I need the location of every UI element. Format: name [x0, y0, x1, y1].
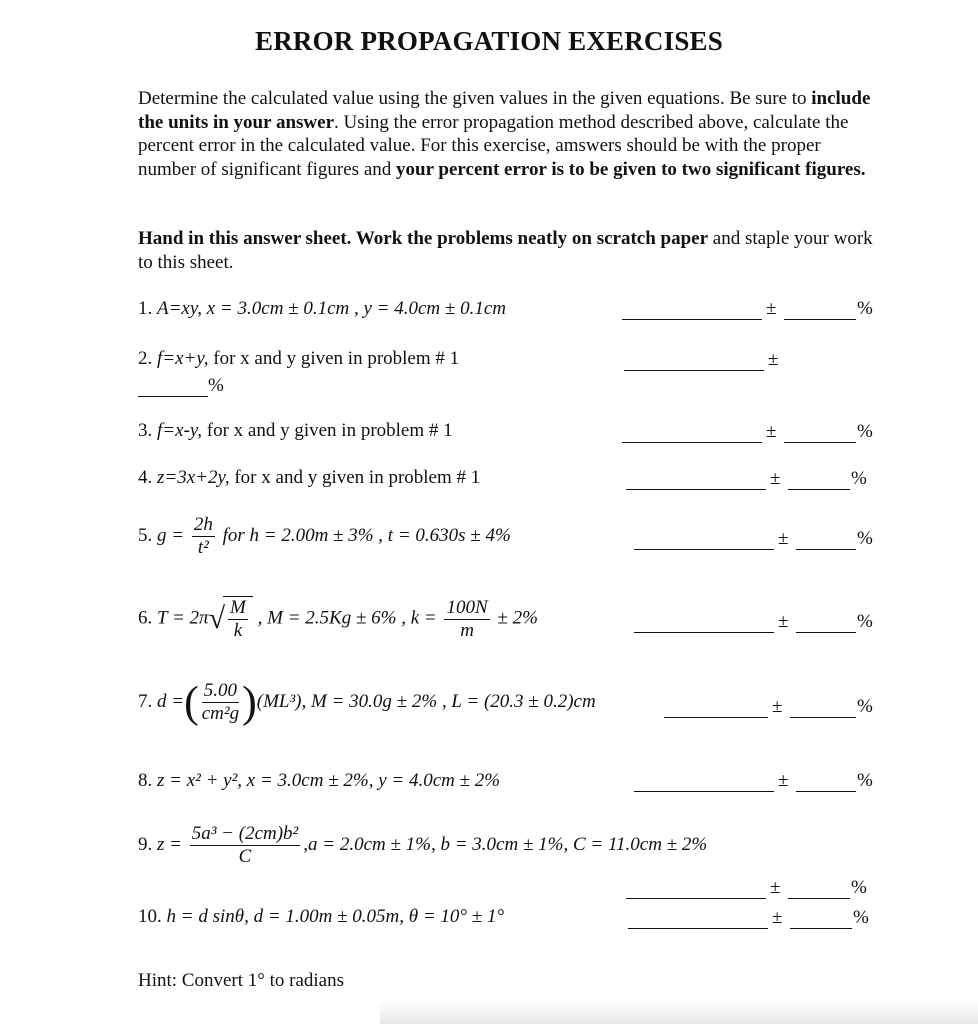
- problem-3: [138, 420, 453, 442]
- intro-text-2: . Using the error propagation method described above, calculate the percent error in the calculated value. For this exercise, amswers should be with the proper number of significant figures and: [138, 111, 849, 180]
- answer-value-blank-2[interactable]: [624, 369, 764, 371]
- problem-number: 8.: [138, 770, 153, 791]
- hand-in-bold: Hand in this answer sheet. Work the problems neatly on scratch paper: [138, 228, 709, 249]
- problem-10: [138, 906, 504, 928]
- problem-given: for x and y given in problem # 1: [206, 420, 453, 441]
- problem-number: 1.: [138, 298, 153, 319]
- answer-value-blank-3[interactable]: [622, 441, 762, 443]
- fraction-numerator: 5.00: [202, 680, 239, 703]
- fraction-denominator: C: [238, 846, 252, 867]
- problem-expression: z = x² + y², x = 3.0cm ± 2%, y = 4.0cm ± 2%: [157, 770, 501, 791]
- plus-minus-symbol: ±: [766, 421, 777, 442]
- percent-symbol: %: [853, 907, 869, 928]
- sqrt-radicand: [223, 596, 253, 642]
- percent-symbol: %: [851, 877, 867, 898]
- plus-minus-symbol: ±: [778, 611, 789, 632]
- sqrt-icon: √: [208, 602, 226, 635]
- problem-given: , M = 2.5Kg ± 6% , k =: [257, 607, 437, 629]
- problem-number: 4.: [138, 467, 153, 488]
- problem-2: [138, 348, 459, 370]
- plus-minus-symbol: ±: [770, 877, 781, 898]
- answer-value-blank-7[interactable]: [664, 716, 768, 718]
- answer-value-blank-1[interactable]: [622, 318, 762, 320]
- intro-bold-2: your percent error is to be given to two significant figures.: [396, 158, 866, 180]
- problem-given: ,a = 2.0cm ± 1%, b = 3.0cm ± 1%, C = 11.0cm ± 2%: [303, 833, 708, 855]
- problem-given: for x and y given in problem # 1: [213, 348, 460, 369]
- fraction: [190, 823, 301, 868]
- answer-value-blank-10[interactable]: [628, 927, 768, 929]
- problem-number: 10.: [138, 906, 162, 927]
- fraction-denominator: cm²g: [201, 703, 240, 724]
- problem-equation: f=x+y,: [157, 348, 209, 369]
- hint-text: Hint: Convert 1° to radians: [138, 970, 345, 991]
- problem-number: 6.: [138, 607, 153, 629]
- problem-lhs: z =: [157, 833, 182, 855]
- answer-error-blank-2[interactable]: [138, 395, 208, 397]
- answer-error-blank-6[interactable]: [796, 631, 856, 633]
- fraction-denominator: k: [233, 620, 243, 641]
- problem-lhs: d =: [157, 690, 185, 712]
- intro-text-1: Determine the calculated value using the given values in the given equations. Be sure to: [138, 88, 812, 109]
- fraction-numerator: 5a³ − (2cm)b²: [191, 823, 299, 844]
- percent-symbol: %: [857, 421, 873, 442]
- left-paren: (: [184, 677, 199, 727]
- plus-minus-symbol: ±: [772, 696, 783, 717]
- plus-minus-symbol: ±: [770, 468, 781, 489]
- problem-given: for x and y given in problem # 1: [234, 467, 481, 488]
- fraction-numerator: 100N: [446, 596, 488, 618]
- problem-factor: (ML³),: [256, 690, 307, 712]
- problem-lhs: g =: [157, 524, 185, 546]
- answer-error-blank-4[interactable]: [788, 488, 850, 490]
- percent-symbol: %: [208, 375, 224, 396]
- problem-given: for h = 2.00m ± 3% , t = 0.630s ± 4%: [222, 524, 511, 546]
- problem-expression: h = d sinθ, d = 1.00m ± 0.05m, θ = 10° ± 1°: [166, 906, 505, 927]
- right-paren: ): [242, 677, 257, 727]
- fraction-denominator: m: [460, 619, 474, 641]
- answer-value-blank-5[interactable]: [634, 548, 774, 550]
- percent-symbol: %: [851, 468, 867, 489]
- problem-number: 3.: [138, 420, 153, 441]
- problem-number: 9.: [138, 833, 153, 855]
- plus-minus-symbol: ±: [778, 528, 789, 549]
- answer-error-blank-1[interactable]: [784, 318, 856, 320]
- answer-value-blank-8[interactable]: [634, 790, 774, 792]
- answer-error-blank-9[interactable]: [788, 897, 850, 899]
- answer-value-blank-6[interactable]: [634, 631, 774, 633]
- answer-value-blank-9[interactable]: [626, 897, 766, 899]
- plus-minus-symbol: ±: [772, 907, 783, 928]
- page-title: ERROR PROPAGATION EXERCISES: [255, 26, 723, 56]
- bottom-shadow: [380, 1000, 978, 1024]
- answer-error-blank-7[interactable]: [790, 716, 856, 718]
- percent-symbol: %: [857, 298, 873, 319]
- answer-error-blank-5[interactable]: [796, 548, 856, 550]
- plus-minus-symbol: ±: [768, 349, 779, 370]
- fraction-numerator: 2h: [193, 514, 213, 535]
- problem-9: [138, 823, 707, 868]
- problem-given: x = 3.0cm ± 0.1cm , y = 4.0cm ± 0.1cm: [206, 298, 506, 319]
- percent-symbol: %: [857, 696, 873, 717]
- answer-error-blank-10[interactable]: [790, 927, 852, 929]
- problem-4: [138, 467, 480, 489]
- plus-minus-symbol: ±: [778, 770, 789, 791]
- problem-lhs: T = 2π: [157, 607, 209, 629]
- fraction: [192, 514, 215, 559]
- problem-equation: z=3x+2y,: [157, 467, 230, 488]
- problem-equation: f=x-y,: [157, 420, 202, 441]
- fraction-denominator: t²: [197, 537, 209, 558]
- percent-symbol: %: [857, 528, 873, 549]
- problem-5: [138, 514, 511, 559]
- percent-symbol: %: [857, 611, 873, 632]
- problem-number: 2.: [138, 348, 153, 369]
- hand-in-text: and staple your work to this sheet.: [138, 228, 873, 273]
- fraction: [202, 680, 239, 725]
- problem-error: ± 2%: [497, 607, 538, 629]
- problem-1: [138, 298, 506, 320]
- problem-given: M = 30.0g ± 2% , L = (20.3 ± 0.2)cm: [311, 690, 596, 712]
- fraction: [228, 597, 248, 642]
- percent-symbol: %: [857, 770, 873, 791]
- problem-equation: A=xy,: [157, 298, 202, 319]
- problem-number: 7.: [138, 690, 153, 712]
- answer-value-blank-4[interactable]: [626, 488, 766, 490]
- problem-6: [138, 596, 538, 642]
- problem-7: [138, 677, 596, 727]
- answer-error-blank-8[interactable]: [796, 790, 856, 792]
- intro-bold-1: include the units in your answer: [138, 88, 871, 133]
- answer-error-blank-3[interactable]: [784, 441, 856, 443]
- instructions-paragraph: [138, 87, 873, 181]
- fraction: [444, 597, 489, 642]
- fraction-numerator: M: [230, 597, 246, 618]
- problem-number: 5.: [138, 524, 153, 546]
- problem-8: [138, 770, 500, 792]
- plus-minus-symbol: ±: [766, 298, 777, 319]
- hand-in-paragraph: [138, 227, 873, 274]
